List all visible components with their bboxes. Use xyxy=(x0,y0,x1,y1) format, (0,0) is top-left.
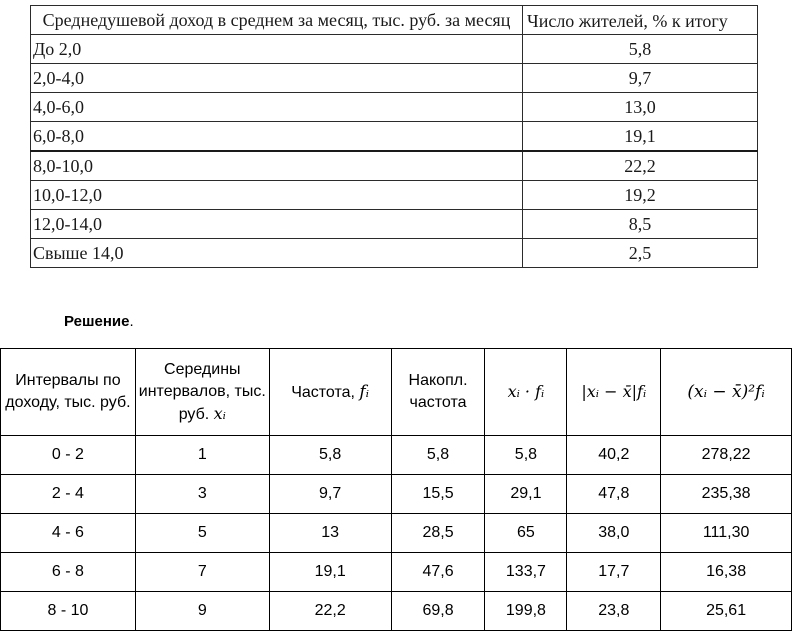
income-range-cell: 2,0-4,0 xyxy=(31,64,523,93)
table-row xyxy=(1,553,792,592)
table-row xyxy=(31,64,758,93)
squared-deviation-cell: 16,38 xyxy=(661,553,792,592)
table-row xyxy=(31,181,758,210)
table-row xyxy=(1,475,792,514)
xf-cell: 133,7 xyxy=(485,553,567,592)
solution-punct: . xyxy=(129,313,134,330)
residents-percent-cell: 5,8 xyxy=(523,35,758,64)
squared-deviation-header: (xᵢ − x̄)²fᵢ xyxy=(661,349,792,436)
residents-percent-cell: 2,5 xyxy=(523,239,758,268)
squared-deviation-cell: 235,38 xyxy=(661,475,792,514)
frequency-cell: 9,7 xyxy=(269,475,391,514)
cumulative-frequency-cell: 28,5 xyxy=(391,514,485,553)
squared-deviation-cell: 278,22 xyxy=(661,436,792,475)
abs-deviation-cell: 40,2 xyxy=(567,436,661,475)
midpoint-cell: 9 xyxy=(135,592,269,631)
midpoint-cell: 7 xyxy=(135,553,269,592)
residents-header: Число жителей, % к итогу xyxy=(523,6,758,35)
income-range-cell: 12,0-14,0 xyxy=(31,210,523,239)
frequency-cell: 22,2 xyxy=(269,592,391,631)
table-row xyxy=(1,514,792,553)
residents-percent-cell: 19,1 xyxy=(523,122,758,152)
residents-percent-cell: 22,2 xyxy=(523,151,758,181)
solution-heading xyxy=(64,313,134,330)
abs-deviation-header: |xᵢ − x̄|fᵢ xyxy=(567,349,661,436)
table-header-row xyxy=(31,6,758,35)
table-header-row xyxy=(1,349,792,436)
cumulative-frequency-cell: 47,6 xyxy=(391,553,485,592)
abs-deviation-cell: 17,7 xyxy=(567,553,661,592)
income-distribution-table xyxy=(30,5,758,268)
abs-deviation-cell: 38,0 xyxy=(567,514,661,553)
interval-cell: 0 - 2 xyxy=(1,436,136,475)
residents-percent-cell: 19,2 xyxy=(523,181,758,210)
residents-percent-cell: 13,0 xyxy=(523,93,758,122)
xf-cell: 199,8 xyxy=(485,592,567,631)
midpoint-cell: 3 xyxy=(135,475,269,514)
income-range-cell: 6,0-8,0 xyxy=(31,122,523,152)
interval-cell: 4 - 6 xyxy=(1,514,136,553)
squared-deviation-cell: 111,30 xyxy=(661,514,792,553)
cumulative-frequency-cell: 15,5 xyxy=(391,475,485,514)
midpoint-symbol: xᵢ xyxy=(213,403,226,423)
table-row xyxy=(1,436,792,475)
xf-header: xᵢ · fᵢ xyxy=(485,349,567,436)
income-range-cell: 8,0-10,0 xyxy=(31,151,523,181)
income-range-cell: До 2,0 xyxy=(31,35,523,64)
cumulative-frequency-cell: 5,8 xyxy=(391,436,485,475)
frequency-symbol: fᵢ xyxy=(359,381,370,402)
solution-label: Решение xyxy=(64,313,130,330)
frequency-cell: 13 xyxy=(269,514,391,553)
income-range-cell: 4,0-6,0 xyxy=(31,93,523,122)
xf-cell: 65 xyxy=(485,514,567,553)
frequency-cell: 19,1 xyxy=(269,553,391,592)
table-row xyxy=(31,122,758,152)
interval-cell: 8 - 10 xyxy=(1,592,136,631)
frequency-header: Частота, fᵢ xyxy=(269,349,391,436)
midpoint-cell: 1 xyxy=(135,436,269,475)
table-row xyxy=(31,93,758,122)
table-row xyxy=(31,151,758,181)
interval-header: Интервалы по доходу, тыс. руб. xyxy=(1,349,136,436)
calculation-table xyxy=(0,348,792,631)
table-row xyxy=(1,592,792,631)
residents-percent-cell: 9,7 xyxy=(523,64,758,93)
interval-cell: 6 - 8 xyxy=(1,553,136,592)
squared-deviation-cell: 25,61 xyxy=(661,592,792,631)
midpoint-cell: 5 xyxy=(135,514,269,553)
residents-percent-cell: 8,5 xyxy=(523,210,758,239)
cumulative-frequency-cell: 69,8 xyxy=(391,592,485,631)
cumulative-frequency-header: Накопл. частота xyxy=(391,349,485,436)
xf-cell: 29,1 xyxy=(485,475,567,514)
table-row xyxy=(31,35,758,64)
table-row xyxy=(31,239,758,268)
table-row xyxy=(31,210,758,239)
income-range-cell: 10,0-12,0 xyxy=(31,181,523,210)
midpoint-header: Середины интервалов, тыс. руб. xᵢ xyxy=(135,349,269,436)
income-range-cell: Свыше 14,0 xyxy=(31,239,523,268)
abs-deviation-cell: 47,8 xyxy=(567,475,661,514)
xf-cell: 5,8 xyxy=(485,436,567,475)
frequency-cell: 5,8 xyxy=(269,436,391,475)
abs-deviation-cell: 23,8 xyxy=(567,592,661,631)
interval-cell: 2 - 4 xyxy=(1,475,136,514)
income-header: Среднедушевой доход в среднем за месяц, тыс. руб. за месяц xyxy=(31,6,523,35)
